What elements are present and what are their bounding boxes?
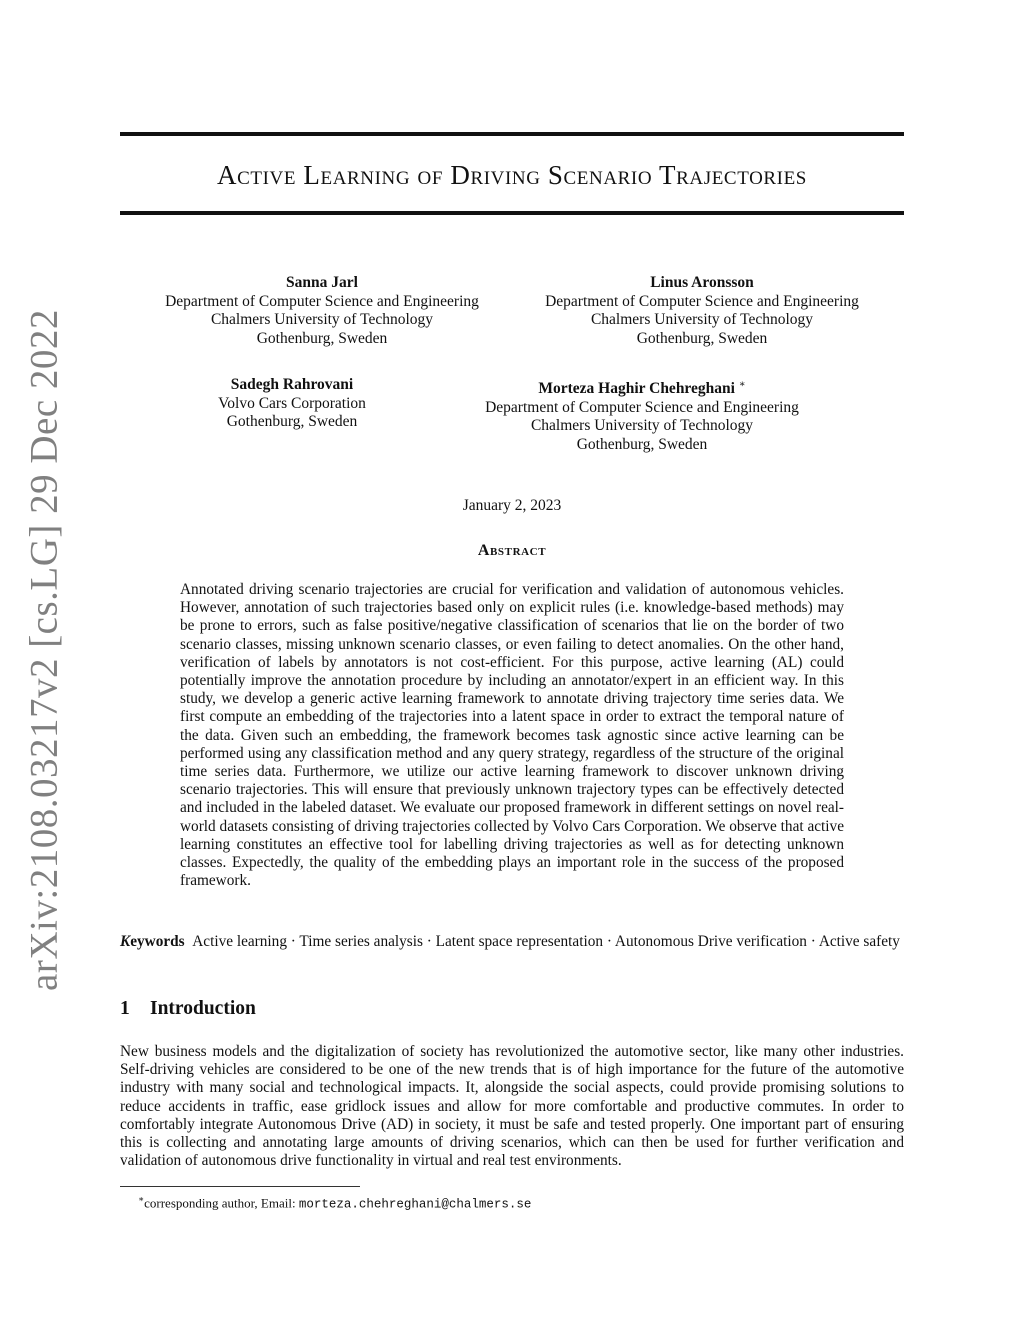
author-institution: Chalmers University of Technology xyxy=(210,311,434,328)
abstract-heading: Abstract xyxy=(477,542,547,559)
section-number: 1 xyxy=(120,998,130,1019)
author-block-2 xyxy=(520,274,884,348)
paper-title: Active Learning of Driving Scenario Trajectories xyxy=(217,160,807,190)
footnote-mark: ∗ xyxy=(138,1194,145,1204)
keywords-label xyxy=(120,933,185,950)
keywords-text: Active learning · Time series analysis · Latent space representation · Autonomous Drive verification · Active safety xyxy=(192,933,900,950)
author-department: Department of Computer Science and Engineering xyxy=(165,292,479,310)
arxiv-identifier: arXiv:2108.03217v2 [cs.LG] 29 Dec 2022 xyxy=(22,309,66,991)
footnote xyxy=(138,1191,531,1212)
introduction-text: New business models and the digitalization of society has revolutionized the automotive sector, like many other industries. Self-driving vehicles are considered to be one of the new trends that is of high importance for the future of the automotive industry with many social and technological impacts. It, alongside the social aspects, could provide promising solutions to reduce accidents in traffic, ease gridlock issues and allow for more comfortable and productive commutes. In order to comfortably integrate Autonomous Drive (AD) in society, it must be safe and tested properly. One important part of ensuring this is collecting and annotating large amounts of driving scenarios, which can then be used for further verification and validation of autonomous drive functionality in virtual and real test environments. xyxy=(120,1043,904,1170)
footnote-rule xyxy=(120,1186,360,1187)
author-institution: Volvo Cars Corporation xyxy=(218,394,366,412)
footnote-text: corresponding author, Email: xyxy=(144,1195,299,1211)
author-block-4 xyxy=(462,376,822,454)
keywords-label-k: K xyxy=(120,933,131,950)
title-bottom-rule xyxy=(120,211,904,215)
author-location: Gothenburg, Sweden xyxy=(256,329,388,347)
title-top-rule xyxy=(120,132,904,136)
section-heading xyxy=(120,998,256,1020)
author-name: Morteza Haghir Chehreghani xyxy=(538,380,735,398)
keywords-label-rest: eywords xyxy=(130,933,185,950)
author-block-1 xyxy=(140,274,504,348)
author-name: Sanna Jarl xyxy=(286,274,358,291)
author-institution: Chalmers University of Technology xyxy=(590,311,814,328)
paper-date: January 2, 2023 xyxy=(462,497,562,514)
author-location: Gothenburg, Sweden xyxy=(576,435,708,453)
author-block-3 xyxy=(182,376,402,432)
author-institution: Chalmers University of Technology xyxy=(530,417,754,435)
author-location: Gothenburg, Sweden xyxy=(226,413,358,430)
author-footnote-mark: ∗ xyxy=(738,379,746,390)
author-department: Department of Computer Science and Engineering xyxy=(545,292,859,310)
keywords-block xyxy=(120,933,904,951)
footnote-email: morteza.chehreghani@chalmers.se xyxy=(298,1197,532,1212)
author-name: Linus Aronsson xyxy=(650,274,754,291)
author-department: Department of Computer Science and Engineering xyxy=(485,398,799,416)
section-title: Introduction xyxy=(150,998,256,1019)
author-name: Sadegh Rahrovani xyxy=(230,376,354,393)
author-location: Gothenburg, Sweden xyxy=(636,329,768,347)
author-name-wrapper xyxy=(462,376,822,399)
abstract-text: Annotated driving scenario trajectories are crucial for verification and validation of autonomous vehicles. However, annotation of such trajectories based only on explicit rules (i.e. knowledge-based methods) may be prone to errors, such as false positive/negative classification of scenarios that lie on the border of two scenario classes, missing unknown scenario classes, or even failing to detect anomalies. On the other hand, verification of labels by annotators is not cost-efficient. For this purpose, active learning (AL) could potentially improve the annotation procedure by including an annotator/expert in an efficient way. In this study, we develop a generic active learning framework to annotate driving trajectory time series data. We first compute an embedding of the trajectories into a latent space in order to extract the temporal nature of the data. Given such an embedding, the framework becomes task agnostic since active learning can be performed using any classification method and any query strategy, regardless of the structure of the original time series data. Furthermore, we utilize our active learning framework to discover unknown driving scenario trajectories. This will ensure that previously unknown trajectory types can be effectively detected and included in the labeled dataset. We evaluate our proposed framework in different settings on novel real-world datasets consisting of driving trajectories collected by Volvo Cars Corporation. We observe that active learning constitutes an effective tool for labelling driving trajectories as well as for detecting unknown classes. Expectedly, the quality of the embedding plays an important role in the success of the proposed framework. xyxy=(180,581,844,890)
